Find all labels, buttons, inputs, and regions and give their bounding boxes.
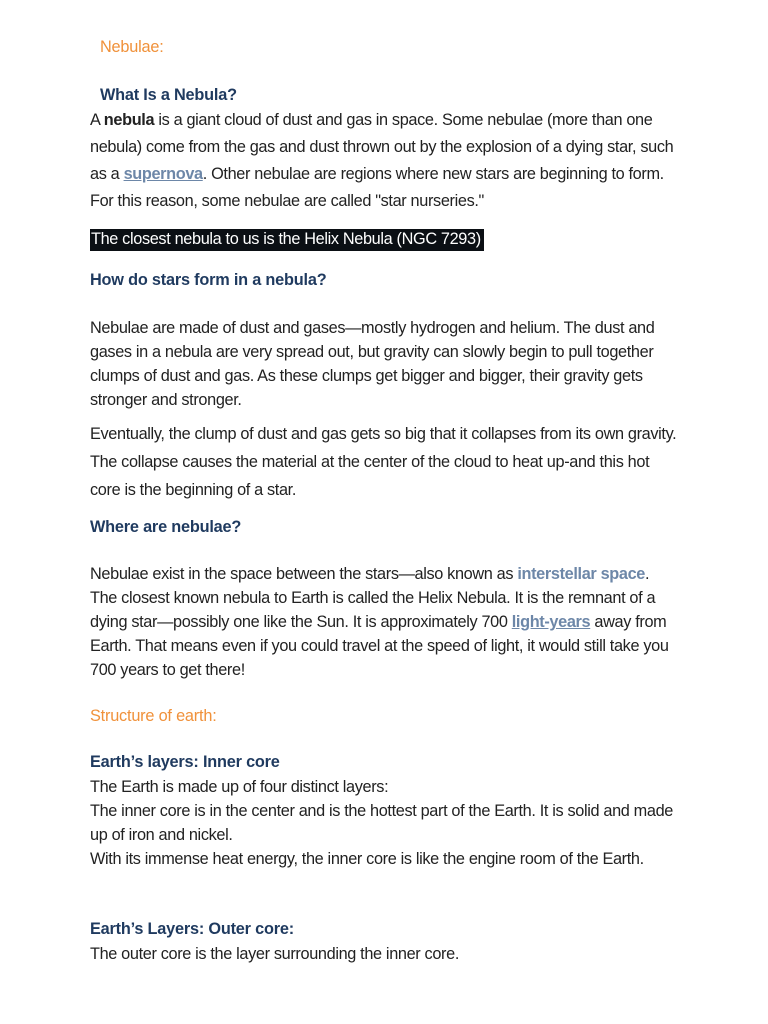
where-part3: away from Earth. That means even if you could travel at the speed of light, it would still take you 700 years to get there! bbox=[90, 613, 669, 679]
section-heading-nebulae: Nebulae: bbox=[100, 38, 164, 56]
paragraph-where bbox=[90, 562, 680, 682]
link-light-years[interactable]: light-years bbox=[511, 613, 591, 631]
heading-star-formation: How do stars form in a nebula? bbox=[90, 271, 327, 289]
inner-line-2: The inner core is in the center and is the hottest part of the Earth. It is solid and made up of iron and nickel. bbox=[90, 802, 674, 844]
heading-outer-core: Earth’s Layers: Outer core: bbox=[90, 920, 294, 938]
link-supernova[interactable]: supernova bbox=[123, 165, 203, 183]
outer-core-text: The outer core is the layer surrounding the inner core. bbox=[90, 945, 459, 963]
heading-inner-core: Earth’s layers: Inner core bbox=[90, 753, 280, 771]
where-part1: Nebulae exist in the space between the stars—also known as bbox=[90, 565, 518, 583]
intro-part2: . Other nebulae are regions where new stars are beginning to form. For this reason, some nebulae are called "star nurseries." bbox=[90, 165, 664, 210]
heading-what-is-nebula: What Is a Nebula? bbox=[100, 86, 237, 104]
intro-a: A bbox=[90, 111, 104, 129]
intro-part1: is a giant cloud of dust and gas in space. Some nebulae (more than one nebula) come from the gas and dust thrown out by the explosion of a dying star, such as a bbox=[90, 111, 674, 183]
highlight-row bbox=[90, 229, 680, 251]
paragraph-intro bbox=[90, 107, 680, 215]
section-heading-structure: Structure of earth: bbox=[90, 707, 217, 725]
paragraph-formation-2: Eventually, the clump of dust and gas gets so big that it collapses from its own gravity. The collapse causes the material at the center of the cloud to heat up-and this hot core is the beginning of a star. bbox=[90, 425, 677, 499]
inner-line-3: With its immense heat energy, the inner core is like the engine room of the Earth. bbox=[90, 850, 644, 868]
paragraph-formation-1: Nebulae are made of dust and gases—mostly hydrogen and helium. The dust and gases in a nebula are very spread out, but gravity can slowly begin to pull together clumps of dust and gas. As these clumps get bigger and bigger, their gravity gets stronger and stronger. bbox=[90, 319, 655, 409]
inner-line-1: The Earth is made up of four distinct layers: bbox=[90, 778, 389, 796]
link-interstellar-space[interactable]: interstellar space bbox=[517, 565, 645, 583]
heading-where-nebulae: Where are nebulae? bbox=[90, 518, 242, 536]
where-part2: . The closest known nebula to Earth is called the Helix Nebula. It is the remnant of a dying star—possibly one like the Sun. It is approximately 700 bbox=[90, 565, 656, 631]
inner-core-text bbox=[90, 775, 680, 871]
highlighted-fact: The closest nebula to us is the Helix Nebula (NGC 7293) bbox=[90, 229, 484, 251]
term-nebula: nebula bbox=[103, 111, 155, 129]
